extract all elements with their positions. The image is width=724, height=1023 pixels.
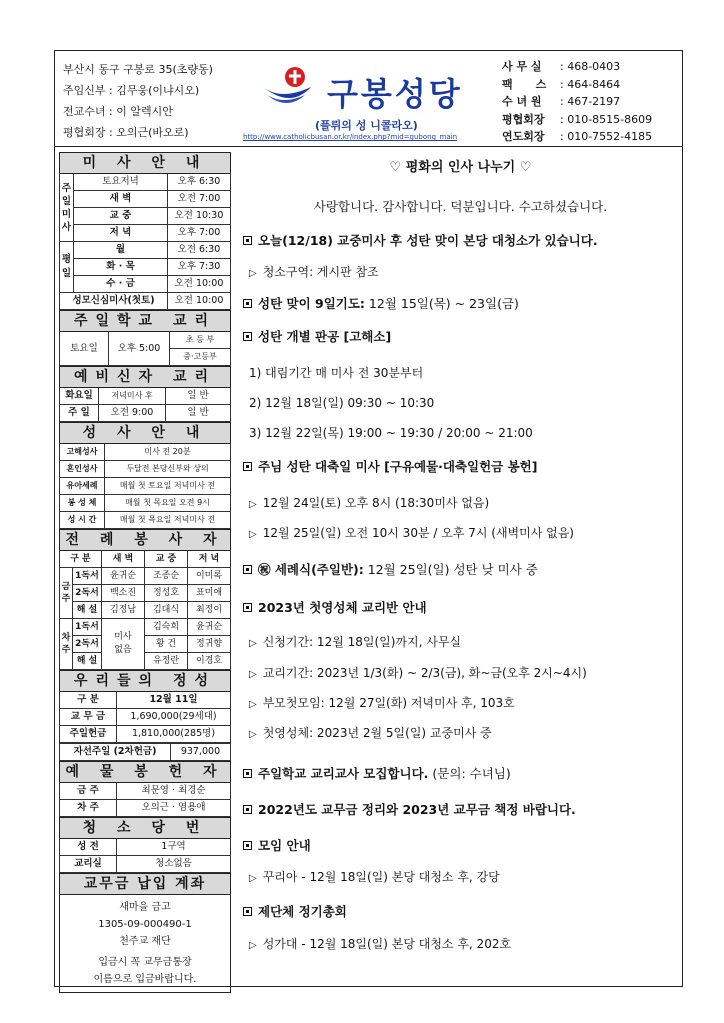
announcement-heading: ㊗ 세례식(주일반): 12월 25일(일) 성탄 낮 미사 중 xyxy=(243,560,538,578)
square-bullet-icon xyxy=(243,907,252,916)
triangle-bullet-icon: ▷ xyxy=(249,873,257,884)
contact-row: 평협회장 : 010-8515-8609 xyxy=(502,112,653,126)
liturgy-servers-table: 전 례 봉 사 자 구 분 새 벽 교 중 저 녁 금 주 1독서 윤귀순 조종순 이미록 2독서 백소진 정성호 표미애 해 설 김정남 김대식 최정이 차 주 1독서 미사 없음 김숙희 윤귀순 2독서 황 건 정귀향 해 설 유정란 이경호 xyxy=(59,529,231,670)
announcement-detail: 3) 12월 22일(목) 19:00 ~ 19:30 / 20:00 ~ 21:00 xyxy=(249,426,533,440)
announcement-heading: 성탄 맞이 9일기도: 12월 15일(목) ~ 23일(금) xyxy=(243,294,519,312)
parish-name: 구봉성당 xyxy=(327,75,463,113)
square-bullet-icon xyxy=(243,769,252,778)
evangelist: 전교수녀 : 이 알렉시안 xyxy=(63,105,173,118)
triangle-bullet-icon: ▷ xyxy=(249,499,257,510)
sunday-school-table: 주일학교 교리 토요일 오후 5:00 초 등 부 중·고등부 xyxy=(59,310,231,366)
left-column xyxy=(59,152,231,993)
parish-info xyxy=(63,59,213,143)
announcement-detail: 2) 12월 18일(일) 09:30 ~ 10:30 xyxy=(249,396,435,410)
announcement-heading: 제단체 정기총회 xyxy=(243,902,347,920)
square-bullet-icon xyxy=(243,805,252,814)
council-president: 평협회장 : 오의근(바오로) xyxy=(63,126,189,139)
square-bullet-icon xyxy=(243,565,252,574)
offering-table: 우리들의 정성 구 분 12월 11일 교 무 금 1,690,000(29세대) 주일헌금 1,810,000(285명) xyxy=(59,670,231,743)
parish-patron: (플뤼의 성 니콜라오) xyxy=(315,119,418,132)
square-bullet-icon xyxy=(243,841,252,850)
contact-row: 수 녀 원 : 467-2197 xyxy=(502,95,621,108)
announcement-detail: ▷ 신청기간: 12월 18일(일)까지, 사무실 xyxy=(249,635,462,649)
triangle-bullet-icon: ▷ xyxy=(249,268,257,279)
account-info: 새마을 금고 1305-09-000490-1 천주교 재단 입금시 꼭 교무금통장 이름으로 입금바랍니다. xyxy=(59,895,231,993)
triangle-bullet-icon: ▷ xyxy=(249,940,257,951)
parish-logo xyxy=(243,61,500,141)
mass-schedule-table: 미 사 안 내 주 일 미 사 토요저녁 오후 6:30 새 벽 오전 7:00 교 중 오전 10:30 저 녁 오후 7:00 평 일 월 오전 6:30 화 · 목 오후 7:30 수 · 금 오전 10:00 성모신심미사(첫토) 오전 10:00 xyxy=(59,152,231,310)
contact-list xyxy=(502,58,652,146)
next-week-label: 차 주 xyxy=(60,619,73,670)
announcement-detail: ▷ 12월 24일(토) 오후 8시 (18:30미사 없음) xyxy=(249,496,490,510)
square-bullet-icon xyxy=(243,332,252,341)
square-bullet-icon xyxy=(243,462,252,471)
address: 부산시 동구 구봉로 35(초량동) xyxy=(63,63,213,76)
square-bullet-icon xyxy=(243,603,252,612)
square-bullet-icon xyxy=(243,236,252,245)
announcement-detail: ▷ 12월 25일(일) 오전 10시 30분 / 오후 7시 (새벽미사 없음) xyxy=(249,526,574,540)
sunday-mass-label: 주 일 미 사 xyxy=(60,174,74,242)
announcement-heading: 주일학교 교리교사 모집합니다. (문의: 수녀님) xyxy=(243,764,511,782)
announcement-detail: ▷ 부모첫모임: 12월 27일(화) 저녁미사 후, 103호 xyxy=(249,696,515,710)
announcement-detail: ▷ 교리기간: 2023년 1/3(화) ~ 2/3(금), 화~금(오후 2시~4시) xyxy=(249,666,587,680)
contact-row: 사 무 실 : 468-0403 xyxy=(502,60,621,73)
account-title-table: 교무금 납입 계좌 xyxy=(59,873,231,895)
weekday-mass-label: 평 일 xyxy=(60,242,74,293)
pastor: 주임신부 : 김무웅(이냐시오) xyxy=(63,84,200,97)
contact-row: 연도회장 : 010-7552-4185 xyxy=(502,130,653,143)
contact-row: 팩 스 : 464-8464 xyxy=(502,77,621,91)
announcement-detail: 1) 대림기간 매 미사 전 30분부터 xyxy=(249,366,424,380)
announcement-heading: 주님 성탄 대축일 미사 [구유예물·대축일헌금 봉헌] xyxy=(243,457,537,475)
mass-title: 미 사 안 내 xyxy=(60,153,231,174)
announcement-heading: 모임 안내 xyxy=(243,836,311,854)
charity-offering-table: 자선주일 (2차헌금) 937,000 xyxy=(59,743,231,761)
announcement-heading: 오늘(12/18) 교중미사 후 성탄 맞이 본당 대청소가 있습니다. xyxy=(243,231,598,249)
triangle-bullet-icon: ▷ xyxy=(249,638,257,649)
announcement-detail: ▷ 첫영성체: 2023년 2월 5일(일) 교중미사 중 xyxy=(249,726,492,740)
greeting-text: 사랑합니다. 감사합니다. 덕분입니다. 수고하셨습니다. xyxy=(313,199,608,214)
parish-url-link[interactable]: http://www.catholicbusan.or.kr/index.php?mid=gubong_main xyxy=(243,133,458,141)
flower-donors-table: 예 물 봉 헌 자 금 주 최문영 · 최경순 차 주 오의근 · 염용애 xyxy=(59,761,231,817)
announcement-heading: 2022년도 교무금 정리와 2023년 교무금 책정 바랍니다. xyxy=(243,800,576,818)
sacraments-table: 성 사 안 내 고해성사 미사 전 20분 혼인성사 두달전 본당신부와 상의 유아세례 매월 첫 토요일 저녁미사 전 봉 성 체 매월 첫 목요일 오전 9시 성 시 간 매월 첫 목요일 저녁미사 전 xyxy=(59,422,231,529)
cleaning-duty-table: 청 소 당 번 성 전 1구역 교리실 청소없음 xyxy=(59,817,231,873)
triangle-bullet-icon: ▷ xyxy=(249,669,257,680)
announcement-heading: 성탄 개별 판공 [고해소] xyxy=(243,327,391,345)
square-bullet-icon xyxy=(243,299,252,308)
peace-greeting-title: ♡ 평화의 인사 나누기 ♡ xyxy=(389,160,532,175)
announcement-heading: 2023년 첫영성체 교리반 안내 xyxy=(243,598,427,616)
bulletin-header xyxy=(55,51,682,147)
triangle-bullet-icon: ▷ xyxy=(249,529,257,540)
announcement-detail: ▷ 성가대 - 12월 18일(일) 본당 대청소 후, 202호 xyxy=(249,937,512,951)
catholic-logo-icon xyxy=(261,65,313,109)
triangle-bullet-icon: ▷ xyxy=(249,699,257,710)
triangle-bullet-icon: ▷ xyxy=(249,729,257,740)
bulletin-page xyxy=(54,50,683,987)
catechumen-table: 예비신자 교리 화요일 저녁미사 후 일 반 주 일 오전 9:00 일 반 xyxy=(59,366,231,422)
announcement-detail: ▷ 꾸리아 - 12월 18일(일) 본당 대청소 후, 강당 xyxy=(249,870,500,884)
this-week-label: 금 주 xyxy=(60,568,73,619)
announcement-detail: ▷ 청소구역: 게시판 참조 xyxy=(249,265,379,279)
